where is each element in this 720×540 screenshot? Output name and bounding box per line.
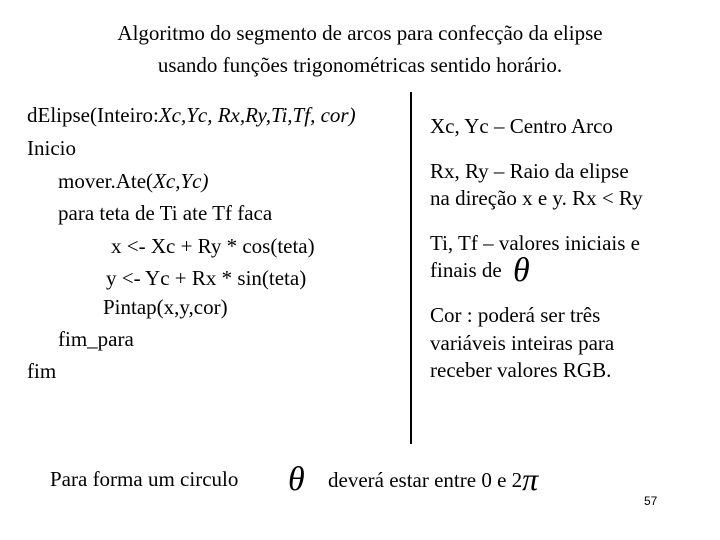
code-y-assign: y <- Yc + Rx * sin(teta): [106, 266, 307, 290]
vertical-divider: [410, 92, 412, 444]
signature-prefix: dElipse(Inteiro:: [27, 103, 159, 127]
note-cor-line-2: variáveis inteiras para: [430, 331, 615, 355]
code-fim-para: fim_para: [58, 327, 134, 351]
theta-symbol: θ: [512, 252, 530, 289]
code-pintap: Pintap(x,y,cor): [103, 295, 228, 319]
footer-theta: [288, 461, 305, 498]
footer-suffix-text: deverá estar entre 0 e 2: [328, 468, 523, 492]
code-para: para teta de Ti ate Tf faca: [58, 201, 273, 225]
footer-theta-symbol: θ: [288, 461, 305, 498]
note-cor-line-3: receber valores RGB.: [430, 358, 612, 382]
code-signature: [27, 102, 356, 128]
code-fim: fim: [27, 359, 57, 383]
code-mover: [58, 168, 208, 194]
note-raio-line-2: na direção x e y. Rx < Ry: [430, 186, 643, 210]
mover-args: Xc,Yc): [153, 169, 209, 193]
note-valores-line-1: Ti, Tf – valores iniciais e: [430, 231, 640, 255]
title-line-2: usando funções trigonométricas sentido horário.: [157, 53, 563, 77]
valores-label: finais de: [430, 258, 502, 282]
note-raio-line-1: Rx, Ry – Raio da elipse: [430, 159, 629, 183]
note-centro: Xc, Yc – Centro Arco: [430, 114, 613, 138]
code-inicio: Inicio: [27, 136, 76, 160]
page-number: 57: [644, 494, 658, 508]
pi-symbol: π: [522, 461, 539, 497]
note-valores-line-2: [430, 252, 530, 289]
footer-suffix: [328, 461, 539, 497]
signature-params: Xc,Yc, Rx,Ry,Ti,Tf, cor): [158, 103, 356, 127]
title-line-1: Algoritmo do segmento de arcos para confecção da elipse: [117, 21, 603, 45]
footer-prefix: Para forma um circulo: [50, 467, 239, 491]
code-x-assign: x <- Xc + Ry * cos(teta): [111, 234, 315, 258]
mover-prefix: mover.Ate(: [58, 169, 154, 193]
note-cor-line-1: Cor : poderá ser três: [430, 303, 601, 327]
